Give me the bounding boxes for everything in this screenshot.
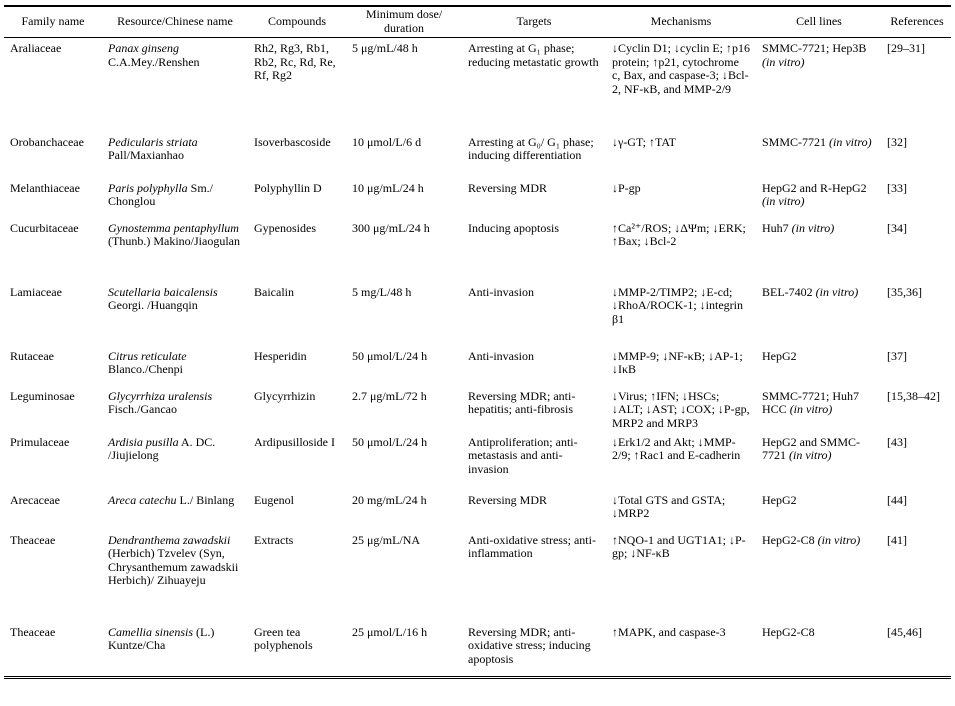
dose-cell: [346, 282, 462, 346]
col-header-mechanisms: Mechanisms: [606, 6, 756, 38]
resource-cell: [102, 38, 248, 132]
table-row: [4, 38, 951, 132]
mechanisms-cell: [606, 132, 756, 178]
cell-lines-note: (in vitro): [829, 134, 872, 149]
resource-cell: [102, 282, 248, 346]
family-cell: [4, 178, 102, 218]
family-name: Araliaceae: [10, 41, 62, 55]
targets-text: Anti-invasion: [468, 348, 534, 363]
mechanisms-text: ↓P-gp: [612, 180, 641, 195]
mechanisms-cell: [606, 530, 756, 622]
family-name: Rutaceae: [10, 348, 54, 363]
targets-cell: [462, 530, 606, 622]
resource-cell: [102, 432, 248, 490]
family-name: Arecaceae: [10, 492, 60, 507]
references-text: [37]: [887, 348, 907, 363]
compounds-cell: [248, 530, 346, 622]
table-row: [4, 132, 951, 178]
table-row: [4, 346, 951, 386]
dose-cell: [346, 38, 462, 132]
cell-lines-cell: [756, 178, 882, 218]
cell-lines-text: HepG2 and R-HepG2: [762, 180, 867, 195]
family-cell: [4, 132, 102, 178]
table-row: [4, 530, 951, 622]
resource-chinese-name: (Thunb.) Makino/Jiaogulan: [108, 234, 240, 249]
targets-cell: [462, 622, 606, 678]
compounds-cell: [248, 218, 346, 282]
cell-lines-text: SMMC-7721; Huh7 HCC: [762, 388, 860, 417]
mechanisms-cell: [606, 282, 756, 346]
compounds-text: Ardipusilloside I: [254, 434, 335, 449]
family-name: Theaceae: [10, 624, 56, 639]
targets-cell: [462, 432, 606, 490]
resource-chinese-name: Fisch./Gancao: [108, 402, 177, 417]
resource-species: Dendranthema zawadskii: [108, 532, 231, 547]
resource-cell: [102, 386, 248, 432]
references-text: [32]: [887, 134, 907, 149]
resource-cell: [102, 218, 248, 282]
dose-text: 5 mg/L/48 h: [352, 284, 412, 299]
header-row: [4, 6, 951, 38]
targets-text: Reversing MDR; anti-hepatitis; anti-fibrosis: [468, 388, 576, 417]
cell-lines-cell: [756, 218, 882, 282]
resource-species: Paris polyphylla: [108, 180, 188, 195]
compounds-text: Rh2, Rg3, Rb1, Rb2, Rc, Rd, Re, Rf, Rg2: [254, 41, 336, 83]
table-row: [4, 490, 951, 530]
compounds-text: Green tea polyphenols: [254, 624, 313, 653]
cell-lines-cell: [756, 282, 882, 346]
dose-text: 10 μg/mL/24 h: [352, 180, 424, 195]
references-cell: [882, 432, 951, 490]
mechanisms-cell: [606, 490, 756, 530]
mechanisms-cell: [606, 178, 756, 218]
resource-chinese-name: A. DC. /Jiujielong: [108, 434, 216, 463]
mechanisms-cell: [606, 346, 756, 386]
col-header-dose: Minimum dose/ duration: [346, 6, 462, 38]
compounds-cell: [248, 282, 346, 346]
dose-cell: [346, 218, 462, 282]
cell-lines-cell: [756, 346, 882, 386]
cell-lines-text: HepG2: [762, 492, 797, 507]
cell-lines-text: SMMC-7721; Hep3B: [762, 41, 867, 55]
mechanisms-text: ↓MMP-2/TIMP2; ↓E-cd; ↓RhoA/ROCK-1; ↓integrin β1: [612, 284, 743, 326]
family-cell: [4, 386, 102, 432]
resource-chinese-name: (L.) Kuntze/Cha: [108, 624, 215, 653]
cell-lines-cell: [756, 490, 882, 530]
targets-cell: [462, 346, 606, 386]
cell-lines-text: HepG2 and SMMC-7721: [762, 434, 860, 463]
resource-chinese-name: Georgi. /Huangqin: [108, 298, 198, 313]
family-name: Lamiaceae: [10, 284, 62, 299]
table-body: [4, 38, 951, 678]
resource-cell: [102, 178, 248, 218]
references-text: [41]: [887, 532, 907, 547]
table-row: [4, 432, 951, 490]
references-cell: [882, 622, 951, 678]
resource-species: Panax ginseng: [108, 41, 179, 55]
targets-cell: [462, 218, 606, 282]
resource-species: Ardisia pusilla: [108, 434, 179, 449]
cell-lines-cell: [756, 530, 882, 622]
cell-lines-text: HepG2: [762, 348, 797, 363]
cell-lines-note: (in vitro): [817, 532, 861, 547]
resource-species: Citrus reticulate: [108, 348, 187, 363]
references-cell: [882, 282, 951, 346]
references-cell: [882, 178, 951, 218]
cell-lines-cell: [756, 432, 882, 490]
resource-chinese-name: (Herbich) Tzvelev (Syn, Chrysanthemum zawadskii Herbich)/ Zihuayeju: [108, 546, 239, 588]
compounds-cell: [248, 490, 346, 530]
compounds-cell: [248, 38, 346, 132]
resource-species: Scutellaria baicalensis: [108, 284, 218, 299]
dose-cell: [346, 346, 462, 386]
resource-cell: [102, 490, 248, 530]
family-name: Melanthiaceae: [10, 180, 80, 195]
resource-species: Glycyrrhiza uralensis: [108, 388, 213, 403]
mechanisms-text: ↓Erk1/2 and Akt; ↓MMP-2/9; ↑Rac1 and E-cadherin: [612, 434, 741, 463]
family-cell: [4, 218, 102, 282]
dose-text: 300 μg/mL/24 h: [352, 220, 430, 235]
references-text: [45,46]: [887, 624, 922, 639]
cell-lines-note: (in vitro): [762, 54, 805, 69]
targets-text: Inducing apoptosis: [468, 220, 559, 235]
table-row: [4, 622, 951, 678]
herbal-medicine-table: [4, 5, 951, 679]
dose-cell: [346, 530, 462, 622]
cell-lines-cell: [756, 38, 882, 132]
targets-text: Anti-invasion: [468, 284, 534, 299]
compounds-cell: [248, 178, 346, 218]
cell-lines-note: (in vitro): [789, 402, 833, 417]
mechanisms-text: ↓Cyclin D1; ↓cyclin E; ↑p16 protein; ↑p21, cytochrome c, Bax, and caspase-3; ↓Bcl-2, NF-κB, and MMP-2/9: [612, 41, 750, 96]
mechanisms-cell: [606, 386, 756, 432]
compounds-text: Glycyrrhizin: [254, 388, 316, 403]
targets-text: Arresting at G₀/ G₁ phase; inducing differentiation: [468, 134, 594, 163]
family-cell: [4, 432, 102, 490]
compounds-cell: [248, 132, 346, 178]
col-header-resource: Resource/Chinese name: [102, 6, 248, 38]
resource-cell: [102, 530, 248, 622]
references-cell: [882, 346, 951, 386]
targets-text: Reversing MDR; anti-oxidative stress; inducing apoptosis: [468, 624, 591, 666]
targets-cell: [462, 282, 606, 346]
family-cell: [4, 490, 102, 530]
family-cell: [4, 38, 102, 132]
references-text: [35,36]: [887, 284, 922, 299]
compounds-cell: [248, 386, 346, 432]
references-cell: [882, 38, 951, 132]
table-container: [4, 5, 951, 679]
mechanisms-cell: [606, 622, 756, 678]
compounds-text: Extracts: [254, 532, 294, 547]
col-header-compounds: Compounds: [248, 6, 346, 38]
resource-species: Pedicularis striata: [108, 134, 198, 149]
cell-lines-text: BEL-7402: [762, 284, 813, 299]
mechanisms-cell: [606, 38, 756, 132]
resource-species: Areca catechu: [108, 492, 177, 507]
family-name: Cucurbitaceae: [10, 220, 79, 235]
family-name: Theaceae: [10, 532, 56, 547]
targets-cell: [462, 178, 606, 218]
family-name: Leguminosae: [10, 388, 75, 403]
references-text: [29–31]: [887, 41, 925, 55]
dose-cell: [346, 432, 462, 490]
resource-species: Camellia sinensis: [108, 624, 194, 639]
references-text: [43]: [887, 434, 907, 449]
dose-text: 10 μmol/L/6 d: [352, 134, 422, 149]
family-cell: [4, 530, 102, 622]
resource-chinese-name: Pall/Maxianhao: [108, 148, 184, 163]
compounds-text: Hesperidin: [254, 348, 307, 363]
cell-lines-text: HepG2-C8: [762, 532, 815, 547]
resource-chinese-name: C.A.Mey./Renshen: [108, 54, 200, 69]
dose-cell: [346, 490, 462, 530]
family-cell: [4, 622, 102, 678]
references-text: [33]: [887, 180, 907, 195]
dose-text: 25 μg/mL/NA: [352, 532, 421, 547]
col-header-cell-lines: Cell lines: [756, 6, 882, 38]
cell-lines-text: SMMC-7721: [762, 134, 827, 149]
mechanisms-text: ↑Ca²⁺/ROS; ↓ΔΨm; ↓ERK; ↑Bax; ↓Bcl-2: [612, 220, 746, 249]
table-row: [4, 178, 951, 218]
compounds-cell: [248, 346, 346, 386]
cell-lines-text: HepG2-C8: [762, 624, 815, 639]
dose-cell: [346, 178, 462, 218]
cell-lines-cell: [756, 386, 882, 432]
targets-cell: [462, 386, 606, 432]
mechanisms-cell: [606, 218, 756, 282]
compounds-cell: [248, 622, 346, 678]
mechanisms-cell: [606, 432, 756, 490]
resource-cell: [102, 132, 248, 178]
resource-cell: [102, 346, 248, 386]
references-text: [15,38–42]: [887, 388, 940, 403]
references-text: [44]: [887, 492, 907, 507]
cell-lines-text: Huh7: [762, 220, 789, 235]
cell-lines-note: (in vitro): [815, 284, 859, 299]
dose-cell: [346, 386, 462, 432]
compounds-text: Baicalin: [254, 284, 294, 299]
family-cell: [4, 282, 102, 346]
col-header-targets: Targets: [462, 6, 606, 38]
col-header-references: References: [882, 6, 951, 38]
dose-text: 50 μmol/L/24 h: [352, 434, 428, 449]
references-cell: [882, 530, 951, 622]
targets-cell: [462, 38, 606, 132]
targets-text: Arresting at G₁ phase; reducing metastatic growth: [468, 41, 599, 69]
dose-text: 5 μg/mL/48 h: [352, 41, 418, 55]
references-cell: [882, 132, 951, 178]
mechanisms-text: ↓Total GTS and GSTA; ↓MRP2: [612, 492, 726, 521]
dose-text: 20 mg/mL/24 h: [352, 492, 427, 507]
references-cell: [882, 218, 951, 282]
table-row: [4, 386, 951, 432]
dose-cell: [346, 622, 462, 678]
compounds-text: Isoverbascoside: [254, 134, 331, 149]
cell-lines-cell: [756, 622, 882, 678]
resource-cell: [102, 622, 248, 678]
targets-text: Anti-oxidative stress; anti-inflammation: [468, 532, 596, 561]
compounds-cell: [248, 432, 346, 490]
col-header-family: Family name: [4, 6, 102, 38]
dose-text: 25 μmol/L/16 h: [352, 624, 428, 639]
targets-cell: [462, 132, 606, 178]
resource-species: Gynostemma pentaphyllum: [108, 220, 239, 235]
targets-text: Reversing MDR: [468, 180, 547, 195]
mechanisms-text: ↓γ-GT; ↑TAT: [612, 134, 677, 149]
dose-cell: [346, 132, 462, 178]
resource-chinese-name: Sm./ Chonglou: [108, 180, 214, 209]
references-text: [34]: [887, 220, 907, 235]
dose-text: 50 μmol/L/24 h: [352, 348, 428, 363]
compounds-text: Eugenol: [254, 492, 294, 507]
compounds-text: Gypenosides: [254, 220, 316, 235]
cell-lines-note: (in vitro): [762, 194, 805, 209]
table-row: [4, 218, 951, 282]
targets-cell: [462, 490, 606, 530]
cell-lines-note: (in vitro): [791, 220, 835, 235]
mechanisms-text: ↑NQO-1 and UGT1A1; ↓P-gp; ↓NF-κB: [612, 532, 746, 561]
family-name: Primulaceae: [10, 434, 70, 449]
references-cell: [882, 386, 951, 432]
targets-text: Reversing MDR: [468, 492, 547, 507]
resource-chinese-name: L./ Binlang: [176, 492, 235, 507]
references-cell: [882, 490, 951, 530]
resource-chinese-name: Blanco./Chenpi: [108, 362, 183, 377]
mechanisms-text: ↓MMP-9; ↓NF-κB; ↓AP-1; ↓IκB: [612, 348, 743, 377]
compounds-text: Polyphyllin D: [254, 180, 322, 195]
targets-text: Antiproliferation; anti-metastasis and anti-invasion: [468, 434, 578, 476]
mechanisms-text: ↑MAPK, and caspase-3: [612, 624, 726, 639]
dose-text: 2.7 μg/mL/72 h: [352, 388, 427, 403]
family-name: Orobanchaceae: [10, 134, 84, 149]
cell-lines-cell: [756, 132, 882, 178]
family-cell: [4, 346, 102, 386]
table-row: [4, 282, 951, 346]
cell-lines-note: (in vitro): [789, 448, 832, 463]
mechanisms-text: ↓Virus; ↑IFN; ↓HSCs; ↓ALT; ↓AST; ↓COX; ↓P-gp, MRP2 and MRP3: [612, 388, 750, 430]
